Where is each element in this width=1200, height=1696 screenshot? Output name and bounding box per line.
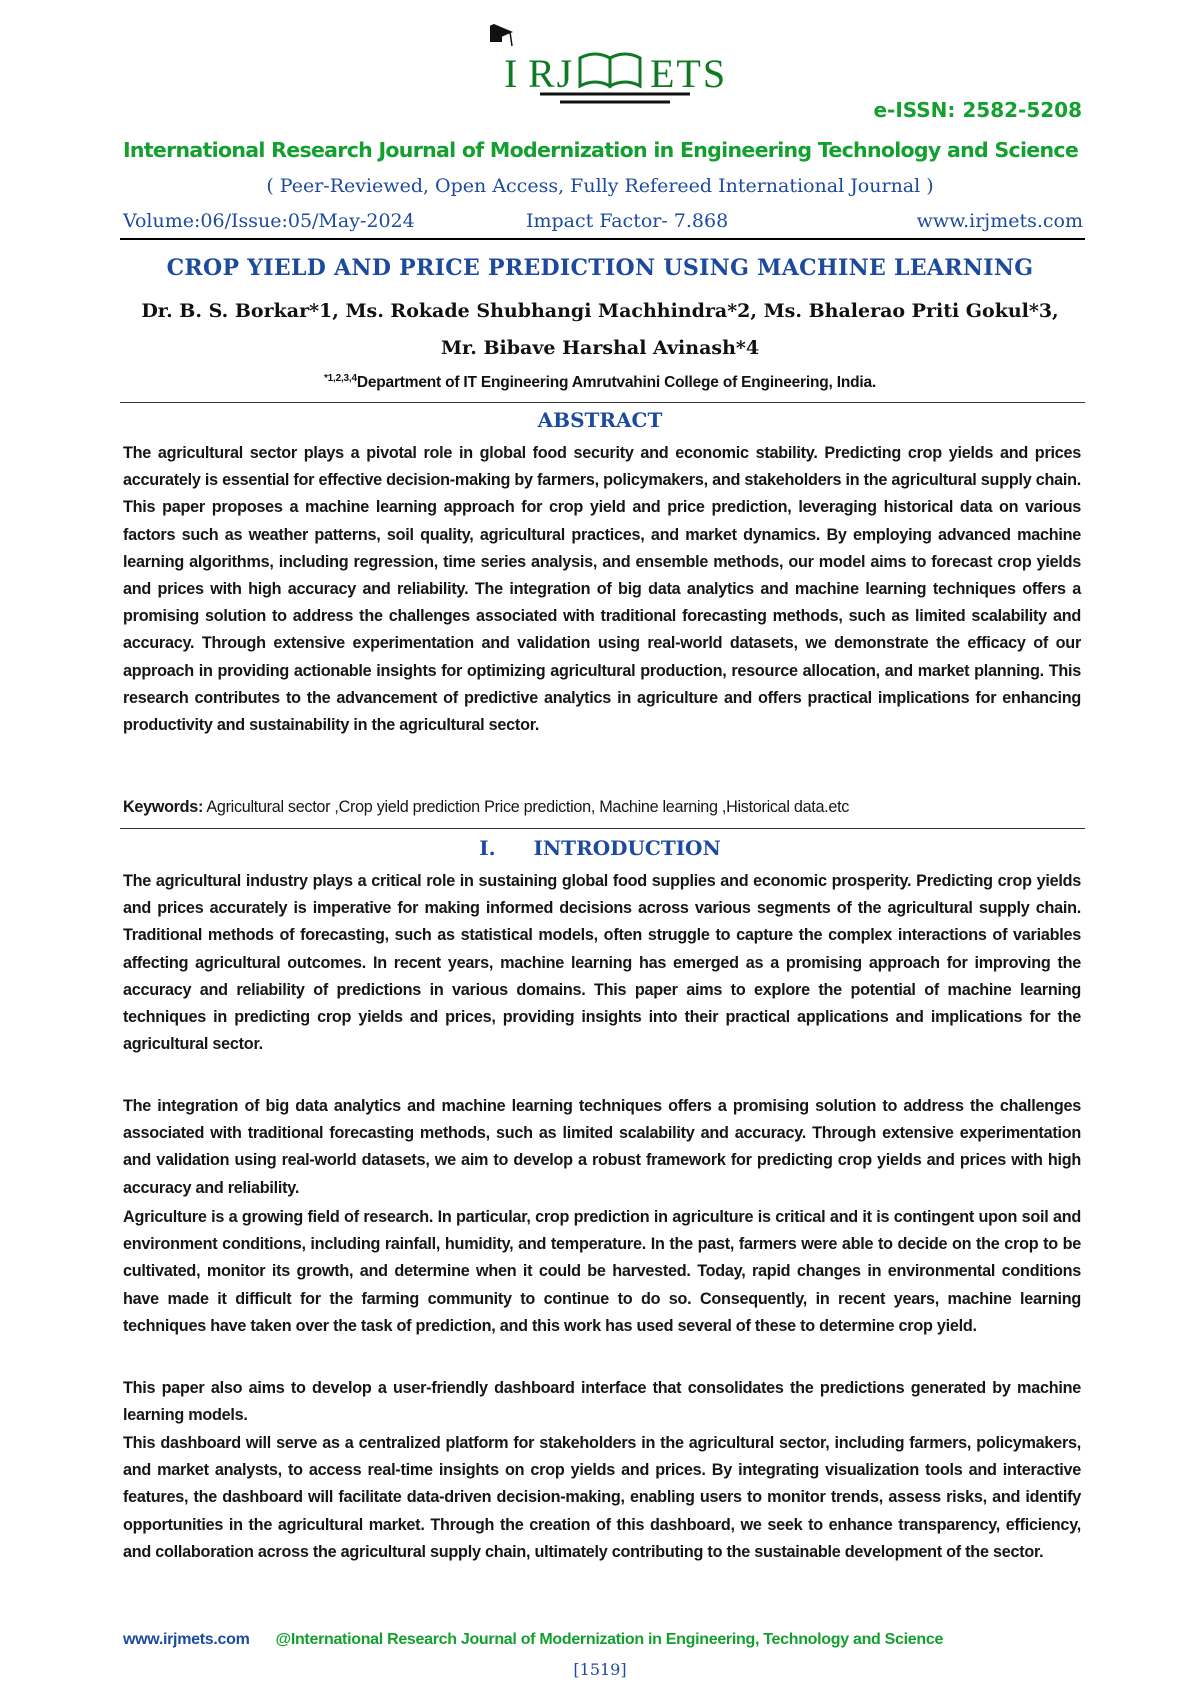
abstract-heading: ABSTRACT bbox=[537, 408, 663, 432]
intro-paragraph: Agriculture is a growing field of research. In particular, crop prediction in agriculture is critical and it is contingent upon soil and environment conditions, including rainfall, humidity, and temperature. In the past, farmers were able to decide on the crop to be cultivated, monitor its growth, and determine when it could be harvested. Today, rapid changes in environmental conditions have made it difficult for the farming community to continue to do so. Consequently, in recent years, machine learning techniques have taken over the task of prediction, and this work has used several of these to determine crop yield. bbox=[123, 1208, 1081, 1335]
paper-title: CROP YIELD AND PRICE PREDICTION USING MACHINE LEARNING bbox=[166, 255, 1034, 281]
intro-paragraph: The integration of big data analytics and machine learning techniques offers a promising solution to address the challenges associated with traditional forecasting methods, such as limited scalability and accuracy. Through extensive experimentation and validation using real-world datasets, we aim to develop a robust framework for predicting crop yields and prices with high accuracy and reliability. bbox=[123, 1097, 1081, 1197]
header-divider bbox=[120, 238, 1085, 240]
intro-paragraph: This dashboard will serve as a centralized platform for stakeholders in the agricultural sector, including farmers, policymakers, and market analysts, to access real-time insights on crop yields and prices. By integrating visualization tools and interactive features, the dashboard will facilitate data-driven decision-making, enabling users to monitor trends, assess risks, and identify opportunities in the agricultural market. Through the creation of this dashboard, we seek to enhance transparency, efficiency, and collaboration across the agricultural supply chain, ultimately contributing to the sustainable development of the sector. bbox=[123, 1434, 1081, 1561]
footer-website-link[interactable]: www.irjmets.com bbox=[123, 1631, 250, 1648]
authors-line-1: Dr. B. S. Borkar*1, Ms. Rokade Shubhangi Machhindra*2, Ms. Bhalerao Priti Gokul*3, bbox=[141, 300, 1059, 322]
section-number: I. bbox=[479, 836, 496, 860]
keywords-list: Agricultural sector ,Crop yield prediction Price prediction, Machine learning ,Historical data.etc bbox=[203, 798, 850, 816]
affiliation-markers: *1,2,3,4 bbox=[323, 373, 357, 384]
affiliation bbox=[0, 373, 1200, 392]
website-link[interactable]: www.irjmets.com bbox=[916, 210, 1083, 232]
section-title: INTRODUCTION bbox=[533, 836, 721, 860]
open-book-icon bbox=[580, 54, 640, 86]
affiliation-text: Department of IT Engineering Amrutvahini College of Engineering, India. bbox=[356, 374, 877, 392]
volume-issue: Volume:06/Issue:05/May-2024 bbox=[123, 210, 415, 232]
peer-review-note: ( Peer-Reviewed, Open Access, Fully Refereed International Journal ) bbox=[266, 175, 934, 197]
abstract-divider bbox=[120, 402, 1085, 403]
journal-logo bbox=[490, 12, 740, 112]
logo-letter-i: I bbox=[504, 51, 520, 96]
page-number: [1519] bbox=[573, 1660, 627, 1679]
impact-factor: Impact Factor- 7.868 bbox=[526, 210, 729, 232]
intro-paragraph: This paper also aims to develop a user-friendly dashboard interface that consolidates the predictions generated by machine learning models. bbox=[123, 1379, 1081, 1425]
introduction-divider bbox=[120, 828, 1085, 829]
page-footer bbox=[123, 1631, 1081, 1649]
footer-journal: @International Research Journal of Modernization in Engineering, Technology and Science bbox=[275, 1631, 944, 1648]
introduction-heading bbox=[0, 836, 1200, 860]
logo-letters-ets: ETS bbox=[650, 51, 728, 96]
intro-paragraph: The agricultural industry plays a critical role in sustaining global food supplies and economic prosperity. Predicting crop yields and prices accurately is imperative for making informed decisions across various segments of the agricultural supply chain. Traditional methods of forecasting, such as statistical models, often struggle to capture the complex interactions of variables affecting agricultural outcomes. In recent years, machine learning has emerged as a promising approach for improving the accuracy and reliability of predictions in various domains. This paper aims to explore the potential of machine learning techniques in predicting crop yields and prices, providing insights into their practical applications and implications for the agricultural sector. bbox=[123, 872, 1081, 1054]
abstract-text: The agricultural sector plays a pivotal role in global food security and economic stability. Predicting crop yields and prices accurately is essential for effective decision-making by farmers, policymakers, and stakeholders in the agricultural supply chain. This paper proposes a machine learning approach for crop yield and price prediction, leveraging historical data on various factors such as weather patterns, soil quality, agricultural practices, and market dynamics. By employing advanced machine learning algorithms, including regression, time series analysis, and ensemble methods, our model aims to forecast crop yields and prices with high accuracy and reliability. The integration of big data analytics and machine learning techniques offers a promising solution to address the challenges associated with traditional forecasting methods, such as limited scalability and accuracy. Through extensive experimentation and validation using real-world datasets, we demonstrate the efficacy of our approach in providing actionable insights for optimizing agricultural production, resource allocation, and market planning. This research contributes to the advancement of predictive analytics in agriculture and offers practical implications for enhancing productivity and sustainability in the agricultural sector. bbox=[123, 444, 1081, 735]
logo-letters-rj: RJ bbox=[528, 51, 575, 96]
keywords-label: Keywords: bbox=[123, 798, 204, 816]
issn: e-ISSN: 2582-5208 bbox=[873, 98, 1082, 122]
journal-title: International Research Journal of Modernization in Engineering Technology and Science bbox=[123, 138, 1079, 162]
keywords bbox=[123, 798, 1081, 817]
authors-line-2: Mr. Bibave Harshal Avinash*4 bbox=[440, 337, 760, 359]
